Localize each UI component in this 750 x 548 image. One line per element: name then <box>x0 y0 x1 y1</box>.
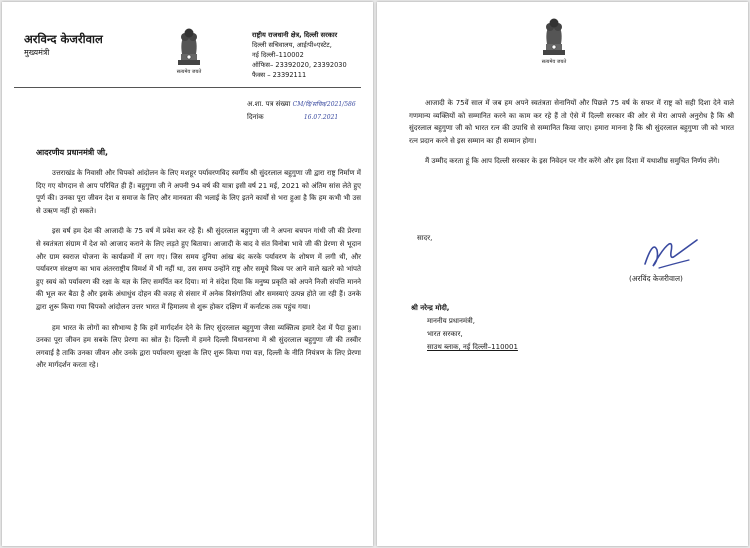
letter-page-1 <box>2 2 373 546</box>
letter-date: 16.07.2021 <box>303 114 339 121</box>
letter-body-page-1 <box>36 167 361 380</box>
letter-page-2 <box>377 2 748 546</box>
paragraph: हम भारत के लोगों का सौभाग्य है कि हमें मार्गदर्शन देने के लिए सुंदरलाल बहुगुणा जैसा व्यक्तित्व हमारे देश में पैदा हुआ। उनका पूरा जीवन हम सबके लिए प्रेरणा का स्रोत है। दिल्ली में हमने दिल्ली विधानसभा में श्री सुंदरलाल बहुगुणा जी की तस्वीर लगवाई है ताकि उनका जीवन और उनके द्वारा पर्यावरण सुरक्षा के लिए शुरू किया गया यज्ञ, दिल्ली के नीति नियंत्रण के लिए प्रेरणा और मार्गदर्शन करता रहे। <box>36 323 361 370</box>
national-emblem-icon <box>535 14 573 64</box>
emblem-motto: सत्यमेव जयते <box>176 69 202 75</box>
address-line: राष्ट्रीय राजधानी क्षेत्र, दिल्ली सरकार <box>252 31 338 39</box>
salutation: आदरणीय प्रधानमंत्री जी, <box>36 148 109 157</box>
address-line: फैक्स – 23392111 <box>252 71 307 79</box>
header-divider <box>14 87 361 88</box>
recipient-line: भारत सरकार, <box>427 330 463 338</box>
address-line: नई दिल्ली–110002 <box>252 51 304 59</box>
national-emblem-icon <box>170 24 208 74</box>
ref-label: अ.शा. पत्र संख्या <box>247 100 291 108</box>
sender-name: अरविन्द केजरीवाल <box>24 32 103 46</box>
letter-body-page-2 <box>409 97 734 176</box>
ref-number: CM/दि/सचिव/2021/586 <box>292 101 356 108</box>
address-line: ऑफिस– 23392020, 23392030 <box>252 61 347 69</box>
paragraph: आजादी के 75वें साल में जब हम अपने स्वतंत्रता सेनानियों और पिछले 75 वर्ष के सफर में राष्ट्र को सही दिशा देने वाले गणमान्य व्यक्तियों को सम्मानित करने का काम कर रहे हैं तो ऐसे में दिल्ली सरकार की ओर से मेरा आपसे अनुरोध है कि श्री सुंदरलाल बहुगुणा जी को भारत रत्न की उपाधि से सम्मानित किया जाए। हमारा मानना है कि श्री सुंदरलाल बहुगुणा जी को भारत रत्न प्रदान करने से इस सम्मान का ही सम्मान होगा। <box>409 99 734 145</box>
recipient-line: माननीय प्रधानमंत्री, <box>427 317 475 325</box>
closing: सादर, <box>417 234 433 242</box>
address-line: दिल्ली सचिवालय, आईःपी०एस्टेट, <box>252 41 332 49</box>
emblem-motto: सत्यमेव जयते <box>541 59 567 65</box>
date-label: दिनांक <box>247 113 264 121</box>
sender-designation: मुख्यमंत्री <box>24 48 50 57</box>
recipient-line: श्री नरेन्द्र मोदी, <box>411 304 450 312</box>
paragraph: इस वर्ष हम देश की आजादी के 75 वर्ष में प्रवेश कर रहे हैं। श्री सुंदरलाल बहुगुणा जी ने अपना बचपन गांधी जी की प्रेरणा से स्वतंत्रता संग्राम में देश को आजाद कराने के लिए लड़ते हुए बिताया। आजादी के बाद वे संत विनोबा भावे जी की प्रेरणा से भूदान और ग्राम स्वराज योजना के कार्यक्रमों में लग गए। जिस समय दुनिया आंख बंद करके पर्यावरण के शोषण में लगी थी, और पर्यावरण संरक्षण का भाव अंतरराष्ट्रीय विमर्श में भी नहीं था, उस समय उन्होंने राष्ट्र और समूचे विश्व पर आने वाले खतरे को भांपते हुए स्वयं को पर्यावरण की रक्षा के यज्ञ के लिए समर्पित कर दिया। मां ने संदेश दिया कि मनुष्य प्रकृति को अपने निजी संपत्ति मानने की भूल कर बैठा है और इसके अंधाधुंध दोहन की वजह से संसार में अनेक विसंगतियां और समस्याएं उत्पन्न होते जा रही हैं। उनके द्वारा शुरू किया गया चिपको आंदोलन उत्तर भारत में हिमालय से शुरू होकर दक्षिण में कर्नाटक तक पहुंच गया। <box>36 227 361 311</box>
paragraph: मैं उम्मीद करता हूं कि आप दिल्ली सरकार के इस निवेदन पर गौर करेंगे और इस दिशा में यथाशीघ्र समुचित निर्णय लेंगे। <box>425 157 720 166</box>
signature-icon <box>639 230 703 274</box>
recipient-block <box>411 302 518 354</box>
signatory-name: (अरविंद केजरीवाल) <box>629 274 683 283</box>
recipient-address: साउथ ब्लाक, नई दिल्ली–110001 <box>427 343 518 351</box>
sender-address <box>252 30 347 80</box>
paragraph: उत्तराखंड के निवासी और चिपको आंदोलन के लिए मशहूर पर्यावरणविद स्वर्गीय श्री सुंदरलाल बहुगुणा जी द्वारा राष्ट्र निर्माण में दिए गए योगदान से आप परिचित ही हैं। बहुगुणा जी ने अपनी 94 वर्ष की यात्रा इसी वर्ष 21 मई, 2021 को अंतिम सांस लेते हुए पूर्ण की। उनका पूरा जीवन देश व समाज के लिए और मानवता की भलाई के लिए इतने कार्यों से भरा हुआ है कि हम कभी भी उस से उऋण नहीं हो सकते। <box>36 169 361 215</box>
reference-block <box>247 98 356 124</box>
